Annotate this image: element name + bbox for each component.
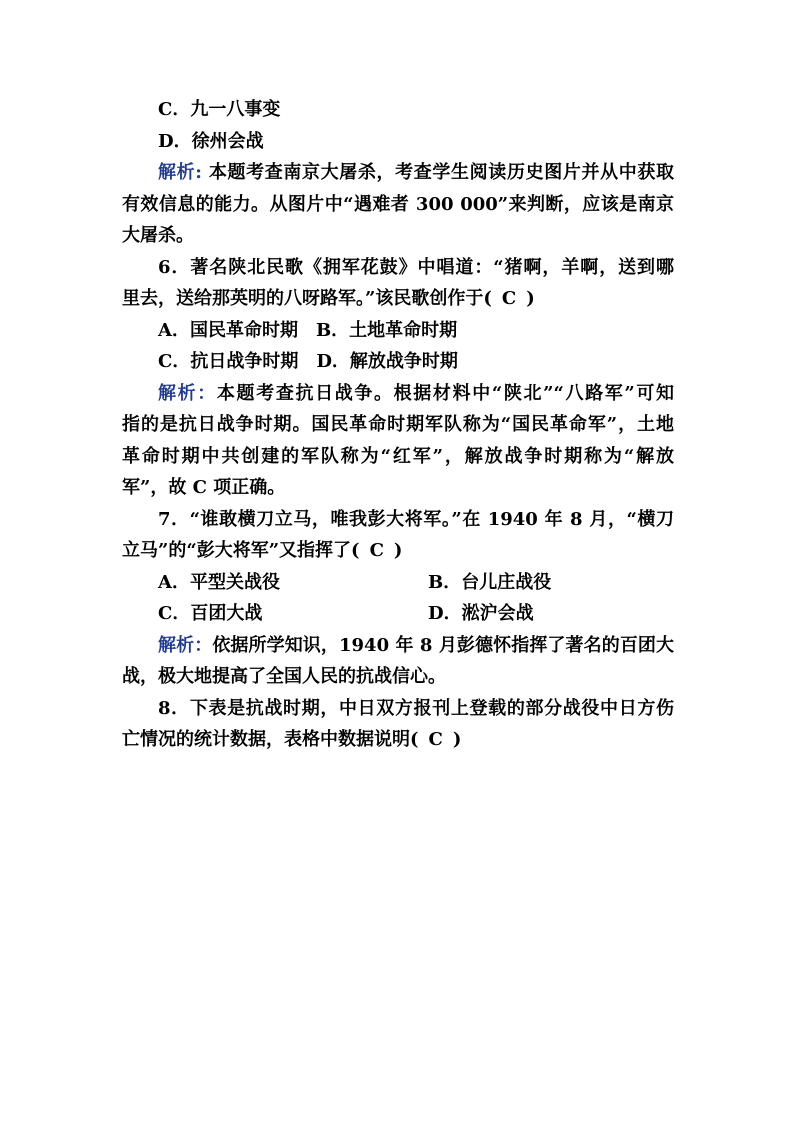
q6-stem-line-2 [122, 283, 674, 315]
q7-analysis-line-1 [122, 630, 674, 662]
q5-analysis-line-3: 大屠杀。 [122, 225, 194, 246]
q7-analysis-line-2: 战，极大地提高了全国人民的抗战信心。 [122, 666, 446, 687]
q8-stem-text: 亡情况的统计数据，表格中数据说明( [122, 729, 419, 750]
q6-options-row-1: A．国民革命时期 B．土地革命时期 [158, 319, 458, 341]
q7-option-b: B．台儿庄战役 [428, 571, 552, 593]
q5-analysis-label: 解析: [158, 162, 202, 183]
q7-analysis-text: 依据所学知识，1940 年 8 月彭德怀指挥了著名的百团大 [212, 634, 675, 656]
q5-analysis-line-1 [122, 157, 674, 189]
q7-stem-line-1: 7．“谁敢横刀立马，唯我彭大将军。”在 1940 年 8 月，“横刀 [158, 508, 674, 530]
q8-answer: C [428, 729, 443, 750]
q7-option-c: C．百团大战 [158, 603, 263, 624]
q6-analysis-text: 本题考查抗日战争。根据材料中“陕北”“八路军”可知 [216, 382, 674, 404]
q6-analysis-label: 解析： [158, 382, 217, 404]
q6-analysis-line-4: 军”，故 C 项正确。 [122, 477, 286, 498]
q7-option-d: D．淞沪会战 [428, 603, 534, 624]
q8-stem-line-1: 8．下表是抗战时期，中日双方报刊上登载的部分战役中日方伤 [158, 697, 674, 719]
q7-stem-close: ) [393, 540, 403, 561]
q6-stem-close: ) [526, 288, 535, 309]
q6-analysis-line-1 [122, 378, 674, 410]
q7-options-row-2 [122, 598, 674, 630]
q6-analysis-line-2: 指的是抗日战争时期。国民革命时期军队称为“国民革命军”，土地 [122, 414, 674, 435]
q5-analysis-text: 本题考查南京大屠杀，考查学生阅读历史图片并从中获取 [201, 162, 674, 183]
q7-stem-text: 立马”的“彭大将军”又指挥了( [122, 540, 360, 561]
q6-stem-text: 里去，送给那英明的八呀路军。”该民歌创作于( [122, 288, 492, 309]
q8-stem-close: ) [452, 729, 462, 750]
document-page [122, 94, 674, 756]
q7-options-row-1 [122, 567, 674, 599]
q5-analysis-line-2: 有效信息的能力。从图片中“遇难者 300 000”来判断，应该是南京 [122, 193, 674, 215]
q5-option-d: D．徐州会战 [158, 130, 264, 152]
q6-analysis-line-3: 革命时期中共创建的军队称为“红军”，解放战争时期称为“解放 [122, 445, 674, 467]
q6-answer: C [501, 288, 517, 309]
q7-answer: C [369, 540, 384, 561]
q6-stem-line-1: 6．著名陕北民歌《拥军花鼓》中唱道：“猪啊，羊啊，送到哪 [158, 256, 674, 278]
q7-option-a: A．平型关战役 [158, 571, 280, 593]
q8-stem-line-2 [122, 724, 674, 756]
q7-analysis-label: 解析： [158, 634, 213, 656]
q7-stem-line-2 [122, 535, 674, 567]
q6-options-row-2: C．抗日战争时期 D．解放战争时期 [158, 351, 458, 372]
q5-option-c: C．九一八事变 [158, 99, 281, 120]
